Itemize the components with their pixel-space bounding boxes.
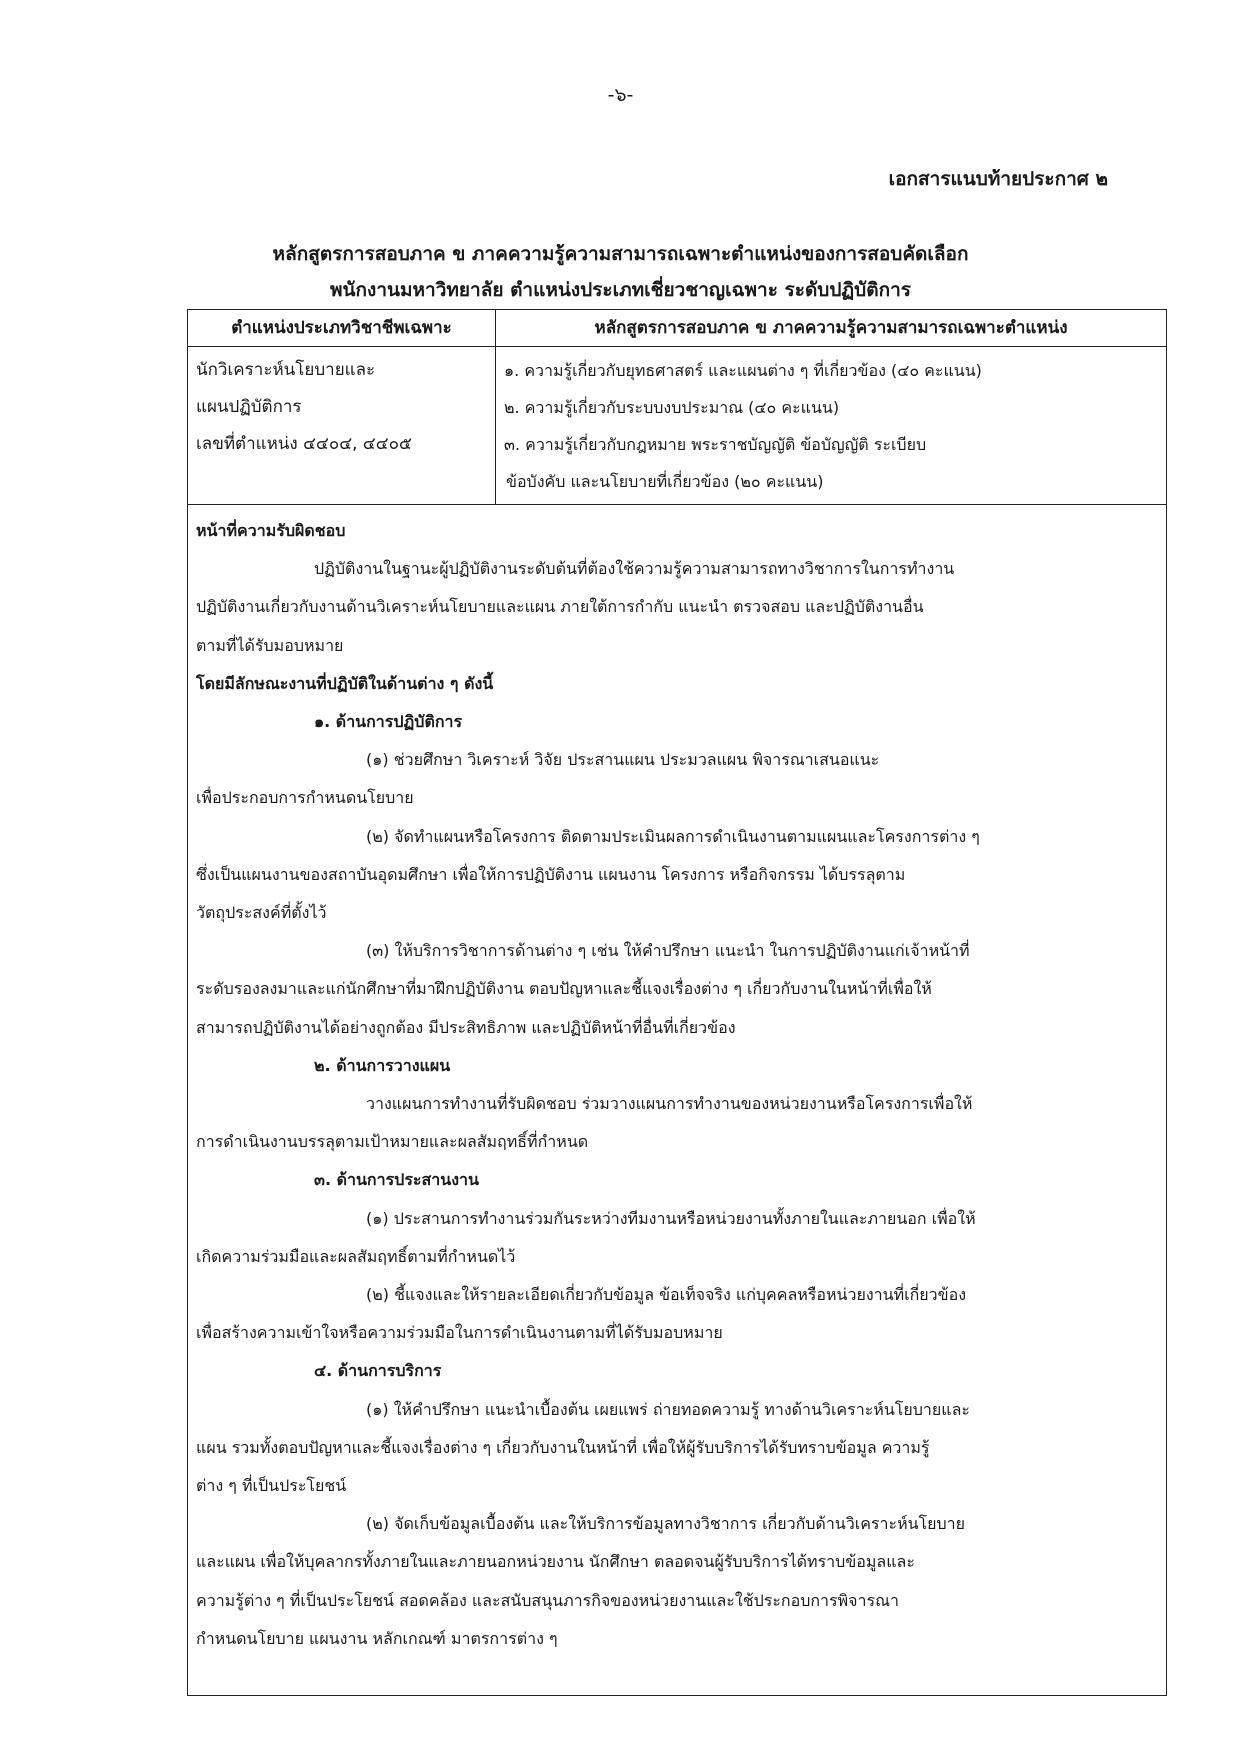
paragraph-line: เกิดความร่วมมือและผลสัมฤทธิ์ตามที่กำหนดไว้ [196,1246,516,1266]
section-title: ๒. ด้านการวางแผน [314,1055,451,1075]
paragraph-line: (๒) จัดทำแผนหรือโครงการ ติดตามประเมินผลการดำเนินงานตามแผนและโครงการต่าง ๆ [366,826,980,846]
paragraph-line: ซึ่งเป็นแผนงานของสถาบันอุดมศึกษา เพื่อให้การปฏิบัติงาน แผนงาน โครงการ หรือกิจกรรม ได้บรรลุตาม [196,864,906,884]
document-title [0,236,1241,308]
paragraph-line: การดำเนินงานบรรลุตามเป้าหมายและผลสัมฤทธิ์ที่กำหนด [196,1132,589,1152]
duties-intro-line: ปฏิบัติงานเกี่ยวกับงานด้านวิเคราะห์นโยบายและแผน ภายใต้การกำกับ แนะนำ ตรวจสอบ และปฏิบัติงานอื่น [196,597,924,617]
header-rule [188,346,1166,347]
paragraph-line: และแผน เพื่อให้บุคลากรทั้งภายในและภายนอกหน่วยงาน นักศึกษา ตลอดจนผู้รับบริการได้ทราบข้อมูลและ [196,1552,915,1572]
paragraph-line: ความรู้ต่าง ๆ ที่เป็นประโยชน์ สอดคล้อง และสนับสนุนภารกิจของหน่วยงานและใช้ประกอบการพิจารณา [196,1590,899,1610]
topic-item: ๑. ความรู้เกี่ยวกับยุทธศาสตร์ และแผนต่าง ๆ ที่เกี่ยวข้อง (๔๐ คะแนน) [504,361,982,380]
paragraph-line: วางแผนการทำงานที่รับผิดชอบ ร่วมวางแผนการทำงานของหน่วยงานหรือโครงการเพื่อให้ [366,1094,973,1114]
paragraph-line: (๒) จัดเก็บข้อมูลเบื้องต้น และให้บริการข้อมูลทางวิชาการ เกี่ยวกับด้านวิเคราะห์นโยบาย [366,1514,966,1534]
topic-item-continuation: ข้อบังคับ และนโยบายที่เกี่ยวข้อง (๒๐ คะแนน) [506,472,824,491]
paragraph-line: เพื่อสร้างความเข้าใจหรือความร่วมมือในการดำเนินงานตามที่ได้รับมอบหมาย [196,1323,723,1343]
duties-heading: หน้าที่ความรับผิดชอบ [196,521,346,540]
paragraph-line: กำหนดนโยบาย แผนงาน หลักเกณฑ์ มาตรการต่าง ๆ [196,1628,558,1648]
curriculum-table [187,309,1167,1696]
page-number: -๖- [607,84,634,106]
paragraph-line: (๓) ให้บริการวิชาการด้านต่าง ๆ เช่น ให้คำปรึกษา แนะนำ ในการปฏิบัติงานแก่เจ้าหน้าที่ [366,941,970,961]
position-number-line: เลขที่ตำแหน่ง ๔๔๐๔, ๔๔๐๕ [196,434,412,454]
curriculum-column-header: หลักสูตรการสอบภาค ข ภาคความรู้ความสามารถเฉพาะตำแหน่ง [594,318,1068,338]
paragraph-line: (๑) ให้คำปรึกษา แนะนำเบื้องต้น เผยแพร่ ถ่ายทอดความรู้ ทางด้านวิเคราะห์นโยบายและ [366,1399,970,1419]
duties-intro-line: ปฏิบัติงานในฐานะผู้ปฏิบัติงานระดับต้นที่ต้องใช้ความรู้ความสามารถทางวิชาการในการทำงาน [314,559,955,579]
position-cell [196,352,490,463]
position-line: แผนปฏิบัติการ [196,397,302,417]
section-title: ๑. ด้านการปฏิบัติการ [314,712,463,732]
paragraph-line: (๑) ช่วยศึกษา วิเคราะห์ วิจัย ประสานแผน ประมวลแผน พิจารณาเสนอแนะ [366,750,880,770]
paragraph-line: (๒) ชี้แจงและให้รายละเอียดเกี่ยวกับข้อมูล ข้อเท็จจริง แก่บุคคลหรือหน่วยงานที่เกี่ยวข้อง [366,1285,967,1305]
attachment-label: เอกสารแนบท้ายประกาศ ๒ [888,168,1108,190]
paragraph-line: วัตถุประสงค์ที่ตั้งไว้ [196,903,327,923]
paragraph-line: แผน รวมทั้งตอบปัญหาและชี้แจงเรื่องต่าง ๆ เกี่ยวกับงานในหน้าที่ เพื่อให้ผู้รับบริการได้รับทราบข้อมูล ความรู้ [196,1437,930,1457]
curriculum-topics-cell [504,352,1158,500]
topic-item: ๓. ความรู้เกี่ยวกับกฎหมาย พระราชบัญญัติ ข้อบัญญัติ ระเบียบ [504,435,927,454]
paragraph-line: ระดับรองลงมาและแก่นักศึกษาที่มาฝึกปฏิบัติงาน ตอบปัญหาและชี้แจงเรื่องต่าง ๆ เกี่ยวกับงานในหน้าที่เพื่อให้ [196,979,932,999]
paragraph-line: (๑) ประสานการทำงานร่วมกันระหว่างทีมงานหรือหน่วยงานทั้งภายในและภายนอก เพื่อให้ [366,1208,976,1228]
section-title: ๓. ด้านการประสานงาน [314,1170,479,1190]
paragraph-line: สามารถปฏิบัติงานได้อย่างถูกต้อง มีประสิทธิภาพ และปฏิบัติหน้าที่อื่นที่เกี่ยวข้อง [196,1017,736,1037]
body-rule [188,504,1166,505]
paragraph-line: ต่าง ๆ ที่เป็นประโยชน์ [196,1476,347,1496]
title-line-1: หลักสูตรการสอบภาค ข ภาคความรู้ความสามารถเฉพาะตำแหน่งของการสอบคัดเลือก [272,243,969,265]
duties-subheading: โดยมีลักษณะงานที่ปฏิบัติในด้านต่าง ๆ ดังนี้ [196,673,494,693]
title-line-2: พนักงานมหาวิทยาลัย ตำแหน่งประเภทเชี่ยวชาญเฉพาะ ระดับปฏิบัติการ [330,279,911,301]
duties-section [196,512,1158,1658]
paragraph-line: เพื่อประกอบการกำหนดนโยบาย [196,788,414,808]
position-line: นักวิเคราะห์นโยบายและ [196,360,376,380]
position-column-header: ตำแหน่งประเภทวิชาชีพเฉพาะ [231,318,452,338]
duties-intro-line: ตามที่ได้รับมอบหมาย [196,635,344,655]
topic-item: ๒. ความรู้เกี่ยวกับระบบงบประมาณ (๔๐ คะแนน) [504,398,840,417]
section-title: ๔. ด้านการบริการ [314,1361,442,1381]
